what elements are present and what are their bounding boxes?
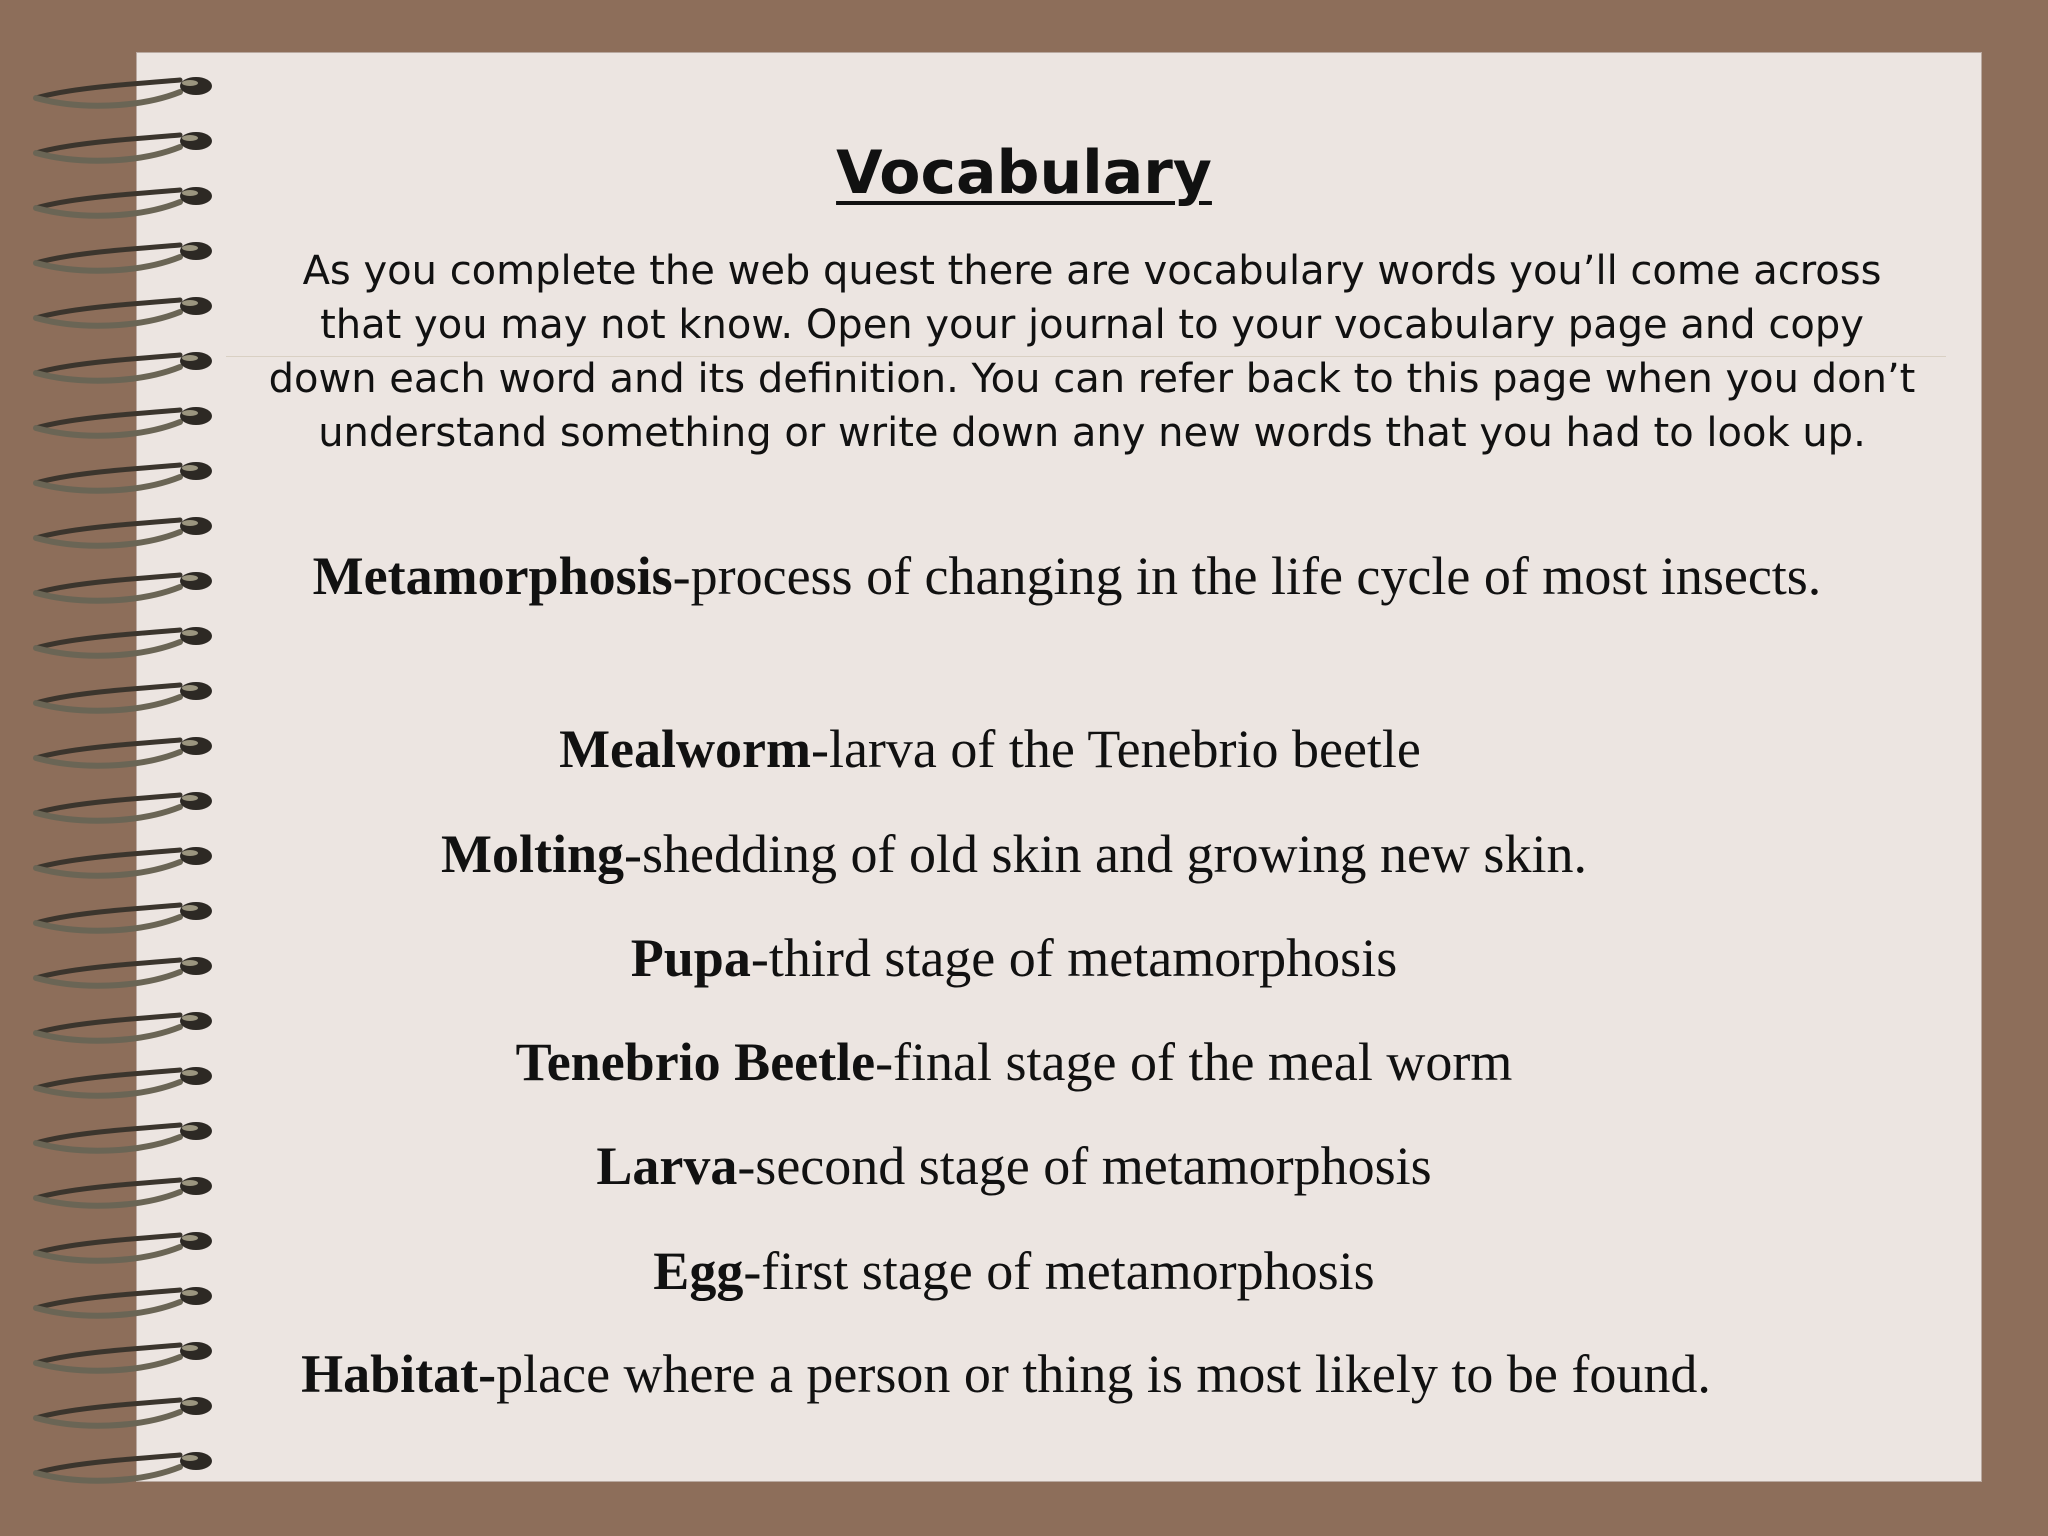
intro-paragraph: As you complete the web quest there are vocabulary words you’ll come across that you may not know. Open your journal to your vocabulary page and copy down each word and its definition. You can refer back to this page when you don’t understand something or write down any new words that you had to look up. bbox=[268, 248, 1916, 456]
spiral-coil bbox=[36, 407, 212, 436]
vocab-entry bbox=[0, 1029, 2038, 1095]
spiral-coil bbox=[36, 792, 212, 821]
vocab-definition: -first stage of metamorphosis bbox=[743, 1241, 1375, 1301]
vocab-entry bbox=[0, 821, 2038, 887]
vocab-word: Tenebrio Beetle bbox=[515, 1032, 876, 1092]
spiral-coil bbox=[36, 77, 212, 106]
vocab-definition: -larva of the Tenebrio beetle bbox=[810, 719, 1421, 779]
vocab-definition: -shedding of old skin and growing new skin. bbox=[624, 824, 1587, 884]
vocab-word: Molting bbox=[441, 824, 625, 884]
spiral-coil bbox=[36, 242, 212, 271]
vocab-definition: -second stage of metamorphosis bbox=[737, 1136, 1432, 1196]
vocab-entry bbox=[0, 925, 2038, 991]
vocab-word: Larva bbox=[596, 1136, 738, 1196]
page-title: Vocabulary bbox=[836, 138, 1212, 208]
spiral-coil bbox=[36, 352, 212, 381]
vocab-word: Mealworm bbox=[559, 719, 811, 779]
vocab-entry bbox=[0, 1133, 2038, 1199]
spiral-coil bbox=[36, 1452, 212, 1481]
spiral-coil bbox=[36, 462, 212, 491]
vocab-definition: -process of changing in the life cycle of most insects. bbox=[672, 546, 1822, 606]
spiral-coil bbox=[36, 572, 212, 601]
vocab-word: Habitat- bbox=[301, 1344, 497, 1404]
spiral-coil bbox=[36, 627, 212, 656]
vocab-entry bbox=[0, 716, 2014, 782]
vocab-entry bbox=[262, 543, 1872, 609]
vocab-definition: place where a person or thing is most likely to be found. bbox=[496, 1344, 1711, 1404]
spiral-coil bbox=[36, 517, 212, 546]
vocab-word: Metamorphosis bbox=[312, 546, 673, 606]
vocab-word: Pupa bbox=[630, 928, 751, 988]
spiral-coil bbox=[36, 297, 212, 326]
vocab-word: Egg bbox=[653, 1241, 744, 1301]
vocab-entry bbox=[0, 1238, 2038, 1304]
vocab-entry bbox=[0, 1341, 2030, 1407]
spiral-coil bbox=[36, 682, 212, 711]
vocab-definition: -final stage of the meal worm bbox=[875, 1032, 1513, 1092]
vocab-definition: -third stage of metamorphosis bbox=[750, 928, 1398, 988]
